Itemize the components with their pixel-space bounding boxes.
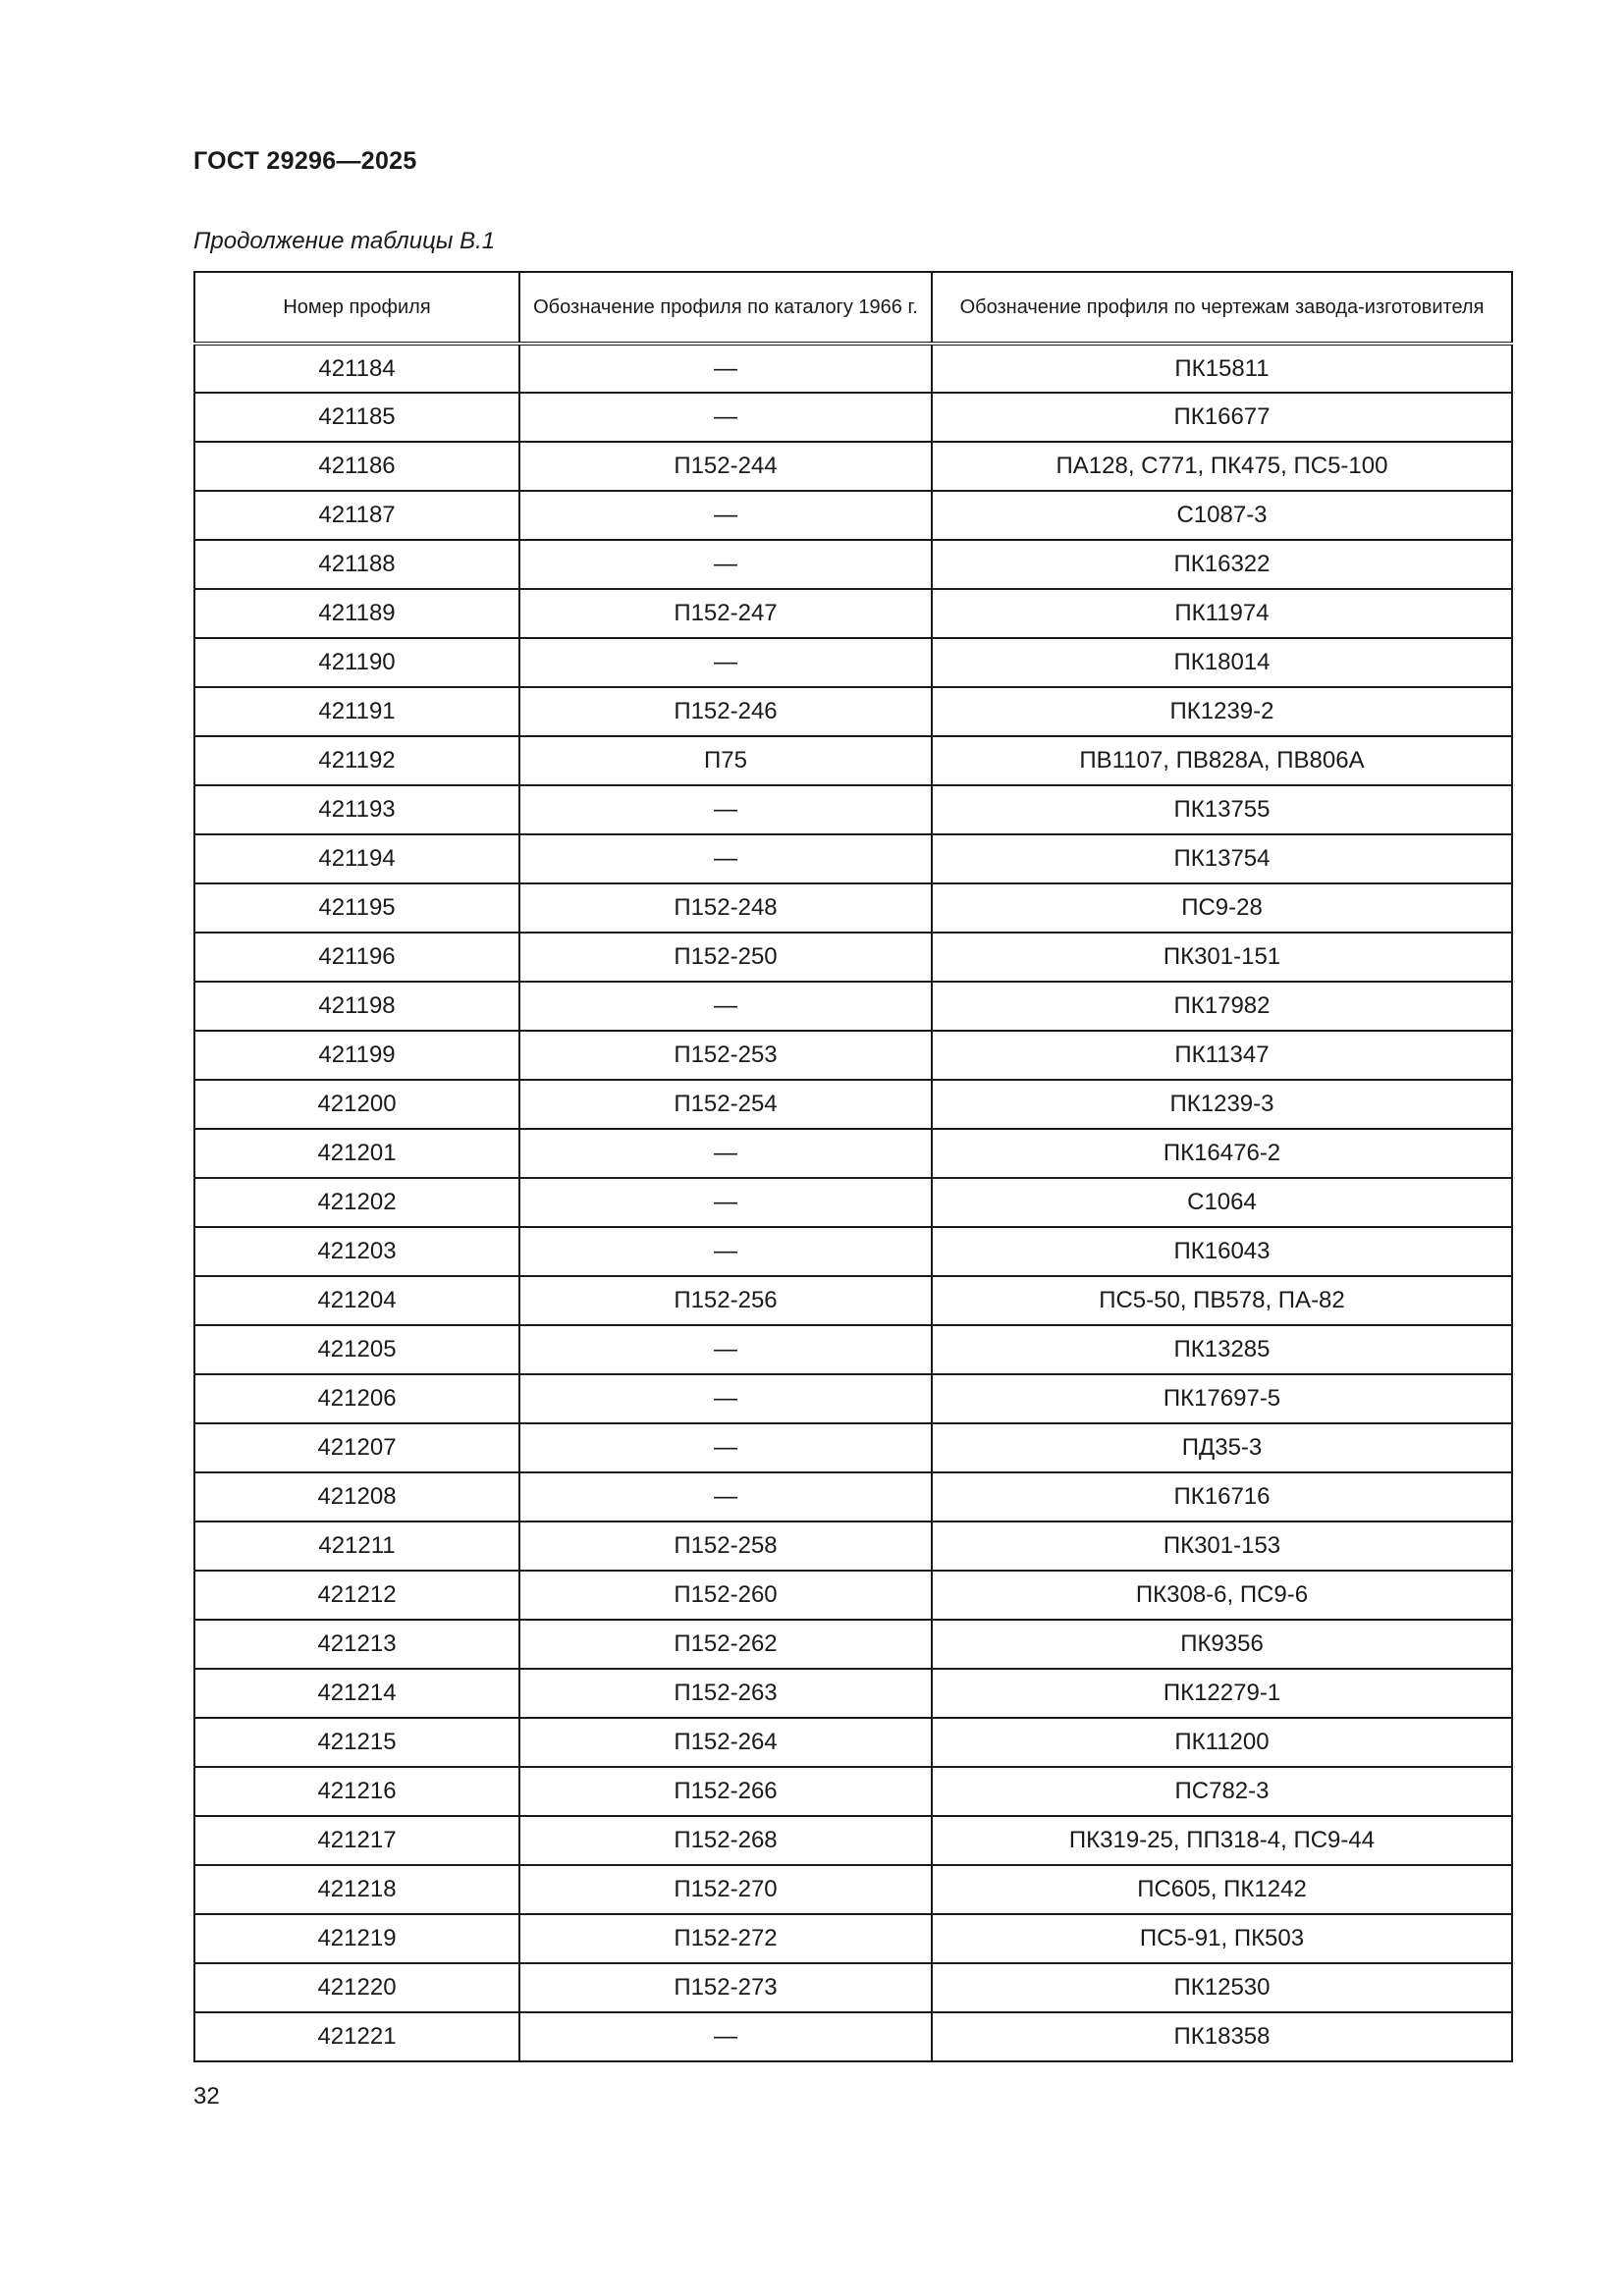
cell-profile-number: 421185: [194, 393, 519, 442]
cell-catalog-designation: П152-260: [519, 1571, 932, 1620]
table-row: [194, 834, 1512, 883]
cell-profile-number: 421204: [194, 1276, 519, 1325]
cell-profile-number: 421202: [194, 1178, 519, 1227]
table-row: [194, 1080, 1512, 1129]
cell-catalog-designation: П152-248: [519, 883, 932, 933]
table-caption: Продолжение таблицы В.1: [193, 228, 496, 254]
cell-catalog-designation: П152-268: [519, 1816, 932, 1865]
cell-profile-number: 421215: [194, 1718, 519, 1767]
cell-catalog-designation: —: [519, 785, 932, 834]
table-row: [194, 344, 1512, 393]
table-row: [194, 2012, 1512, 2061]
cell-factory-designation: ПВ1107, ПВ828А, ПВ806А: [932, 736, 1512, 785]
cell-catalog-designation: —: [519, 834, 932, 883]
cell-factory-designation: ПК18014: [932, 638, 1512, 687]
cell-catalog-designation: —: [519, 1423, 932, 1472]
cell-factory-designation: ПК319-25, ПП318-4, ПС9-44: [932, 1816, 1512, 1865]
cell-catalog-designation: —: [519, 1178, 932, 1227]
cell-factory-designation: ПК301-151: [932, 933, 1512, 982]
table-header: [194, 272, 1512, 344]
cell-profile-number: 421199: [194, 1031, 519, 1080]
column-header-profile-number: Номер профиля: [194, 272, 519, 344]
table-row: [194, 1816, 1512, 1865]
column-header-factory-drawings: Обозначение профиля по чертежам завода-изготовителя: [932, 272, 1512, 344]
cell-profile-number: 421216: [194, 1767, 519, 1816]
cell-catalog-designation: П152-256: [519, 1276, 932, 1325]
table-row: [194, 1914, 1512, 1963]
cell-factory-designation: ПК13755: [932, 785, 1512, 834]
cell-catalog-designation: П152-272: [519, 1914, 932, 1963]
cell-factory-designation: ПС5-91, ПК503: [932, 1914, 1512, 1963]
cell-factory-designation: ПС9-28: [932, 883, 1512, 933]
cell-profile-number: 421203: [194, 1227, 519, 1276]
table-row: [194, 1276, 1512, 1325]
cell-profile-number: 421208: [194, 1472, 519, 1522]
document-code: ГОСТ 29296—2025: [193, 147, 417, 175]
cell-profile-number: 421212: [194, 1571, 519, 1620]
cell-profile-number: 421195: [194, 883, 519, 933]
cell-factory-designation: ПК15811: [932, 344, 1512, 393]
table-row: [194, 785, 1512, 834]
cell-factory-designation: ПК13285: [932, 1325, 1512, 1374]
cell-factory-designation: ПК16322: [932, 540, 1512, 589]
cell-profile-number: 421189: [194, 589, 519, 638]
cell-profile-number: 421220: [194, 1963, 519, 2012]
cell-factory-designation: ПК11347: [932, 1031, 1512, 1080]
cell-catalog-designation: —: [519, 1472, 932, 1522]
cell-catalog-designation: П152-250: [519, 933, 932, 982]
table-row: [194, 1865, 1512, 1914]
cell-catalog-designation: П152-244: [519, 442, 932, 491]
cell-profile-number: 421218: [194, 1865, 519, 1914]
cell-catalog-designation: П75: [519, 736, 932, 785]
table-row: [194, 736, 1512, 785]
cell-factory-designation: ПС605, ПК1242: [932, 1865, 1512, 1914]
cell-factory-designation: ПК18358: [932, 2012, 1512, 2061]
table-row: [194, 1571, 1512, 1620]
table-row: [194, 1718, 1512, 1767]
cell-catalog-designation: П152-263: [519, 1669, 932, 1718]
cell-factory-designation: ПА128, С771, ПК475, ПС5-100: [932, 442, 1512, 491]
cell-catalog-designation: —: [519, 1325, 932, 1374]
table-row: [194, 1472, 1512, 1522]
table-body: [194, 344, 1512, 2061]
table-row: [194, 1227, 1512, 1276]
table-row: [194, 933, 1512, 982]
table-row: [194, 1129, 1512, 1178]
cell-profile-number: 421201: [194, 1129, 519, 1178]
cell-factory-designation: ПК17697-5: [932, 1374, 1512, 1423]
cell-profile-number: 421206: [194, 1374, 519, 1423]
cell-profile-number: 421186: [194, 442, 519, 491]
cell-factory-designation: ПК16716: [932, 1472, 1512, 1522]
table-row: [194, 1522, 1512, 1571]
cell-profile-number: 421194: [194, 834, 519, 883]
cell-profile-number: 421191: [194, 687, 519, 736]
cell-catalog-designation: —: [519, 491, 932, 540]
cell-factory-designation: ПК17982: [932, 982, 1512, 1031]
cell-factory-designation: ПК16677: [932, 393, 1512, 442]
cell-profile-number: 421207: [194, 1423, 519, 1472]
cell-catalog-designation: —: [519, 1227, 932, 1276]
cell-profile-number: 421188: [194, 540, 519, 589]
cell-profile-number: 421219: [194, 1914, 519, 1963]
table-row: [194, 982, 1512, 1031]
cell-profile-number: 421205: [194, 1325, 519, 1374]
cell-catalog-designation: —: [519, 393, 932, 442]
cell-factory-designation: ПК301-153: [932, 1522, 1512, 1571]
cell-catalog-designation: П152-247: [519, 589, 932, 638]
table-row: [194, 687, 1512, 736]
cell-factory-designation: ПК12530: [932, 1963, 1512, 2012]
table-row: [194, 883, 1512, 933]
cell-catalog-designation: —: [519, 982, 932, 1031]
cell-factory-designation: ПС5-50, ПВ578, ПА-82: [932, 1276, 1512, 1325]
cell-catalog-designation: —: [519, 344, 932, 393]
cell-catalog-designation: П152-266: [519, 1767, 932, 1816]
table-row: [194, 1031, 1512, 1080]
cell-factory-designation: ПК1239-2: [932, 687, 1512, 736]
cell-profile-number: 421211: [194, 1522, 519, 1571]
cell-profile-number: 421192: [194, 736, 519, 785]
table-row: [194, 1620, 1512, 1669]
table-row: [194, 589, 1512, 638]
table-row: [194, 1325, 1512, 1374]
cell-profile-number: 421217: [194, 1816, 519, 1865]
table-row: [194, 1669, 1512, 1718]
cell-factory-designation: ПК308-6, ПС9-6: [932, 1571, 1512, 1620]
cell-profile-number: 421200: [194, 1080, 519, 1129]
cell-catalog-designation: —: [519, 2012, 932, 2061]
cell-catalog-designation: П152-258: [519, 1522, 932, 1571]
table-row: [194, 1963, 1512, 2012]
cell-profile-number: 421184: [194, 344, 519, 393]
cell-factory-designation: ПК12279-1: [932, 1669, 1512, 1718]
table-row: [194, 1767, 1512, 1816]
table-row: [194, 1423, 1512, 1472]
cell-profile-number: 421213: [194, 1620, 519, 1669]
table-row: [194, 540, 1512, 589]
cell-catalog-designation: П152-253: [519, 1031, 932, 1080]
cell-catalog-designation: —: [519, 638, 932, 687]
cell-catalog-designation: П152-273: [519, 1963, 932, 2012]
cell-factory-designation: ПК9356: [932, 1620, 1512, 1669]
table-row: [194, 393, 1512, 442]
cell-catalog-designation: —: [519, 1374, 932, 1423]
cell-factory-designation: ПС782-3: [932, 1767, 1512, 1816]
cell-factory-designation: ПК16476-2: [932, 1129, 1512, 1178]
cell-factory-designation: С1087-3: [932, 491, 1512, 540]
cell-catalog-designation: П152-262: [519, 1620, 932, 1669]
table-row: [194, 442, 1512, 491]
cell-factory-designation: ПК13754: [932, 834, 1512, 883]
cell-profile-number: 421221: [194, 2012, 519, 2061]
cell-catalog-designation: —: [519, 540, 932, 589]
cell-catalog-designation: П152-264: [519, 1718, 932, 1767]
cell-factory-designation: ПК11200: [932, 1718, 1512, 1767]
table-row: [194, 1374, 1512, 1423]
cell-factory-designation: ПК16043: [932, 1227, 1512, 1276]
cell-profile-number: 421193: [194, 785, 519, 834]
page-number: 32: [193, 2083, 220, 2109]
column-header-catalog-1966: Обозначение профиля по каталогу 1966 г.: [519, 272, 932, 344]
cell-factory-designation: С1064: [932, 1178, 1512, 1227]
cell-profile-number: 421187: [194, 491, 519, 540]
header-row: [194, 272, 1512, 344]
cell-profile-number: 421196: [194, 933, 519, 982]
cell-catalog-designation: —: [519, 1129, 932, 1178]
cell-factory-designation: ПК1239-3: [932, 1080, 1512, 1129]
cell-catalog-designation: П152-254: [519, 1080, 932, 1129]
table-row: [194, 491, 1512, 540]
table-row: [194, 1178, 1512, 1227]
cell-profile-number: 421190: [194, 638, 519, 687]
cell-profile-number: 421214: [194, 1669, 519, 1718]
table-row: [194, 638, 1512, 687]
profiles-table: [193, 271, 1513, 2062]
cell-catalog-designation: П152-270: [519, 1865, 932, 1914]
cell-factory-designation: ПК11974: [932, 589, 1512, 638]
cell-profile-number: 421198: [194, 982, 519, 1031]
cell-factory-designation: ПД35-3: [932, 1423, 1512, 1472]
cell-catalog-designation: П152-246: [519, 687, 932, 736]
